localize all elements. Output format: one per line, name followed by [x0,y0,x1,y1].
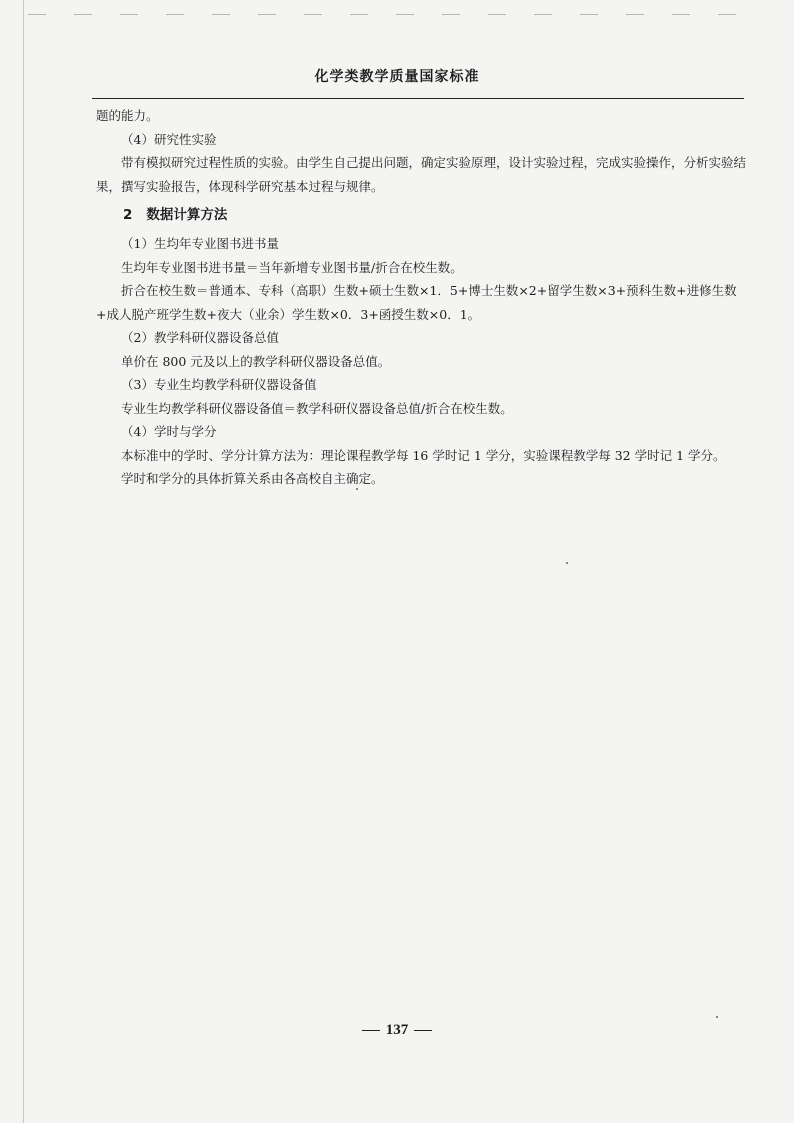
page-body [96,104,746,491]
scan-artifact [28,14,748,15]
paragraph: 生均年专业图书进书量＝当年新增专业图书量/折合在校生数。 [121,259,463,275]
subheading: （1）生均年专业图书进书量 [121,236,279,251]
page-number-dash-right [414,1030,432,1031]
scan-speck [716,1016,718,1018]
paragraph: 本标准中的学时、学分计算方法为：理论课程教学每 16 学时记 1 学分，实验课程教学每 32 学时记 1 学分。 [121,447,726,463]
subheading: （4）学时与学分 [121,424,217,439]
paragraph: 专业生均教学科研仪器设备值＝教学科研仪器设备总值/折合在校生数。 [121,400,513,416]
page-number-value: 137 [385,1022,409,1038]
running-header: 化学类教学质量国家标准 [314,69,480,85]
paragraph: 题的能力。 [96,108,159,123]
subheading: （4）研究性实验 [121,131,217,147]
page-number-dash-left [362,1030,380,1031]
section-number: 2 [123,207,133,223]
page-number [0,1022,794,1039]
scan-speck [566,562,568,564]
paragraph: 学时和学分的具体折算关系由各高校自主确定。 [121,471,384,486]
paragraph: 带有模拟研究过程性质的实验。由学生自己提出问题，确定实验原理，设计实验过程，完成实验操作，分析实验结果，撰写实验报告，体现科学研究基本过程与规律。 [96,155,747,194]
paragraph: 单价在 800 元及以上的教学科研仪器设备总值。 [121,353,391,369]
paragraph: 折合在校生数＝普通本、专科（高职）生数+硕士生数×1．5+博士生数×2+留学生数×3+预科生数+进修生数+成人脱产班学生数+夜大（业余）学生数×0．3+函授生数×0．1。 [96,283,737,322]
subheading: （2）教学科研仪器设备总值 [121,330,279,345]
scan-edge [23,0,24,1123]
subheading: （3）专业生均教学科研仪器设备值 [121,377,317,392]
section-title: 数据计算方法 [146,207,228,223]
header-divider [92,98,744,99]
section-heading [96,202,746,228]
scan-speck [356,488,358,490]
